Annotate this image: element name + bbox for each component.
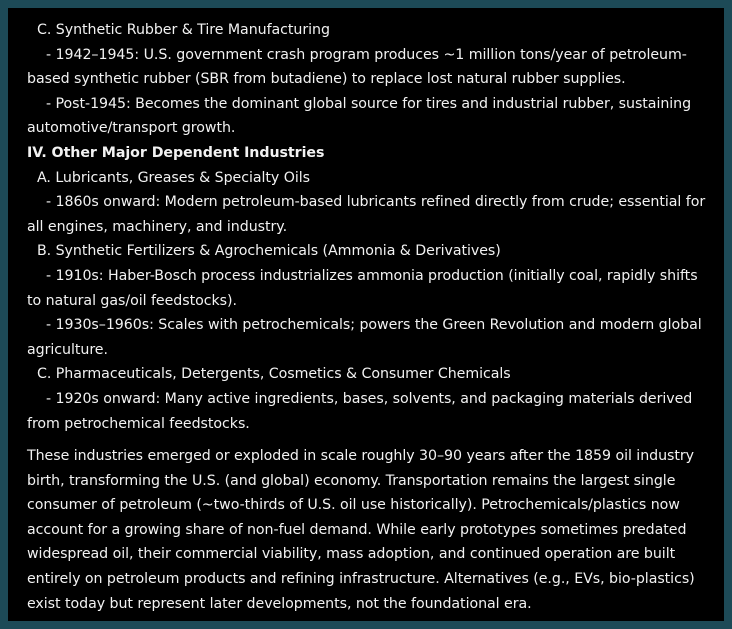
list-item: - 1942–1945: U.S. government crash program produces ~1 million tons/year of petroleum-based synthetic rubber (SBR from butadiene) to replace lost natural rubber supplies. bbox=[27, 46, 687, 88]
section-heading-other-industries: IV. Other Major Dependent Industries bbox=[27, 144, 325, 161]
response-text bbox=[8, 8, 724, 616]
list-item: - 1920s onward: Many active ingredients, bases, solvents, and packaging materials derived from petrochemical feedstocks. bbox=[27, 390, 693, 432]
chat-response-panel bbox=[8, 8, 724, 621]
list-item: - 1930s–1960s: Scales with petrochemicals; powers the Green Revolution and modern global agriculture. bbox=[27, 317, 702, 358]
section-title-synthetic-rubber: C. Synthetic Rubber & Tire Manufacturing bbox=[37, 22, 330, 38]
list-item: - 1860s onward: Modern petroleum-based lubricants refined directly from crude; essential for all engines, machinery, and industry. bbox=[27, 194, 706, 235]
list-item: - 1910s: Haber-Bosch process industrializes ammonia production (initially coal, rapidly shifts to natural gas/oil feedstocks). bbox=[27, 267, 698, 309]
list-item: - Post-1945: Becomes the dominant global source for tires and industrial rubber, sustaining automotive/transport growth. bbox=[27, 95, 692, 137]
summary-paragraph: These industries emerged or exploded in scale roughly 30–90 years after the 1859 oil industry birth, transforming the U.S. (and global) economy. Transportation remains the largest single consumer of petroleum (~two-thirds of U.S. oil use historically). Petrochemicals/plastics now account for a growing share of non-fuel demand. While early prototypes sometimes predated widespread oil, their commercial viability, mass adoption, and continued operation are built entirely on petroleum products and refining infrastructure. Alternatives (e.g., EVs, bio-plastics) exist today but represent later developments, not the foundational era. bbox=[27, 448, 695, 612]
section-title-fertilizers: B. Synthetic Fertilizers & Agrochemicals (Ammonia & Derivatives) bbox=[37, 243, 501, 260]
section-title-pharmaceuticals: C. Pharmaceuticals, Detergents, Cosmetics & Consumer Chemicals bbox=[37, 366, 511, 383]
section-title-lubricants: A. Lubricants, Greases & Specialty Oils bbox=[37, 169, 310, 186]
